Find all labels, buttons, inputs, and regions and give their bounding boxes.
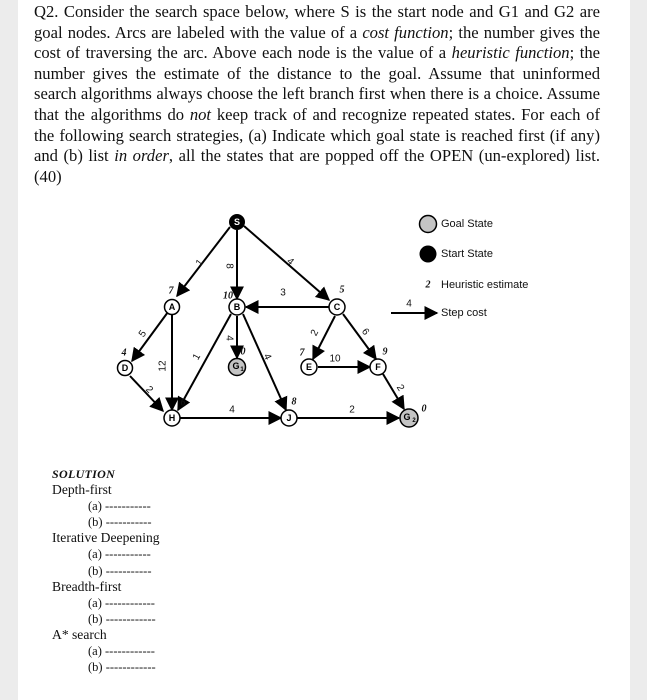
cost-b-g1: 4: [223, 335, 235, 341]
cost-c-f: 6: [358, 326, 372, 338]
cost-c-e: 2: [308, 328, 322, 338]
answer-line-a: (a) -----------: [88, 547, 151, 562]
answer-line-b: (b) -----------: [88, 515, 152, 530]
heuristic-b: 10: [223, 290, 233, 302]
heuristic-g1: 0: [240, 346, 246, 358]
node-c: [329, 299, 345, 315]
cost-h-j: 4: [229, 404, 235, 416]
answer-line-a: (a) ------------: [88, 644, 155, 659]
strategy-name: Depth-first: [52, 482, 112, 498]
svg-text:B: B: [233, 302, 241, 312]
answer-line-a: (a) ------------: [88, 595, 155, 610]
edge-c-f: [343, 314, 376, 359]
node-f: [370, 359, 386, 375]
cost-e-f: 10: [329, 353, 341, 365]
node-g1: [229, 359, 246, 376]
svg-text:H: H: [168, 413, 176, 423]
node-g2: [400, 409, 418, 427]
solution-section: [52, 466, 160, 675]
heuristic-g2: 0: [421, 403, 427, 415]
question-part: keep track of and recognize repeated states. For each of the following search strategies, (a) Indicate which goal state is reached first (if any) and (b) list: [34, 104, 600, 166]
svg-text:C: C: [333, 302, 341, 312]
answer-line-b: (b) ------------: [88, 611, 156, 626]
svg-text:S: S: [233, 217, 241, 227]
legend: [391, 216, 528, 320]
svg-text:A: A: [168, 302, 176, 312]
heuristic-a: 7: [168, 285, 174, 297]
strategy-breadth-first: [52, 579, 160, 627]
cost-b-j: 4: [260, 352, 274, 362]
cost-b-h: 1: [190, 351, 204, 363]
strategy-iterative-deepening: [52, 530, 160, 578]
cost-s-b: 8: [223, 263, 235, 269]
question-part: ; the number gives the estimate of the distance to the goal. Assume that uninformed search algorithms always choose the left branch first when there is a choice. Assume that the algorithms do: [34, 43, 601, 124]
legend-heuristic: Heuristic estimate: [441, 279, 529, 291]
legend-heuristic-sample: 2: [425, 279, 431, 291]
edge-b-j: [240, 314, 286, 410]
legend-step-cost: Step cost: [441, 307, 487, 319]
svg-text:G: G: [403, 412, 411, 422]
answer-line-a: (a) -----------: [88, 499, 151, 514]
heuristic-e: 7: [299, 347, 305, 359]
strategy-name: Breadth-first: [52, 578, 122, 594]
question-emphasis: not: [189, 104, 212, 124]
node-s: [229, 214, 245, 230]
svg-text:F: F: [375, 362, 381, 372]
answer-line-b: (b) ------------: [88, 660, 156, 675]
node-d: [118, 361, 133, 376]
legend-goal-state: Goal State: [441, 218, 493, 230]
cost-d-h: 2: [143, 384, 155, 396]
legend-step-sample: 4: [406, 298, 412, 310]
solution-title: SOLUTION: [52, 467, 116, 481]
cost-s-c: 4: [284, 256, 296, 268]
node-a: [165, 300, 180, 315]
heuristic-h: 6: [180, 397, 186, 409]
svg-text:1: 1: [240, 367, 244, 373]
svg-text:J: J: [286, 413, 292, 423]
legend-start-state: Start State: [441, 248, 493, 260]
node-e: [301, 359, 317, 375]
strategy-a-star: [52, 627, 160, 675]
edge-a-d: [132, 312, 168, 361]
answer-line-b: (b) -----------: [88, 563, 152, 578]
edge-b-h: [178, 314, 231, 410]
svg-text:2: 2: [412, 418, 416, 424]
cost-c-b: 3: [280, 287, 286, 299]
question-emphasis: in order: [114, 146, 169, 166]
cost-a-h: 12: [157, 360, 169, 372]
cost-f-g2: 2: [393, 382, 407, 394]
node-h: [164, 410, 180, 426]
goal-state-swatch: [420, 216, 437, 233]
question-part: , all the states that are popped off the OPEN (un-explored) list. (40): [34, 146, 600, 186]
question-emphasis: cost function: [362, 22, 449, 42]
svg-text:G: G: [232, 361, 240, 371]
edge-f-g2: [383, 374, 404, 409]
strategy-name: Iterative Deepening: [52, 530, 160, 546]
strategy-name: A* search: [52, 626, 107, 642]
cost-s-a: 1: [193, 257, 207, 269]
start-state-swatch: [420, 246, 437, 263]
question-part: ; the number gives the cost of traversing the arc. Above each node is the value of a: [34, 22, 601, 63]
svg-text:E: E: [305, 362, 313, 372]
heuristic-j: 8: [291, 396, 297, 408]
question-part: Q2. Consider the search space below, where S is the start node and G1 and G2 are goal nodes. Arcs are labeled with the value of a: [34, 2, 600, 42]
heuristic-f: 9: [382, 346, 388, 358]
question-emphasis: heuristic function: [451, 43, 570, 63]
edge-s-a: [177, 227, 230, 296]
strategy-depth-first: [52, 482, 160, 530]
node-j: [281, 410, 297, 426]
heuristic-d: 4: [121, 347, 127, 359]
heuristic-c: 5: [339, 284, 345, 296]
cost-a-d: 5: [136, 328, 150, 340]
svg-text:D: D: [121, 363, 129, 373]
cost-j-g2: 2: [349, 404, 355, 416]
